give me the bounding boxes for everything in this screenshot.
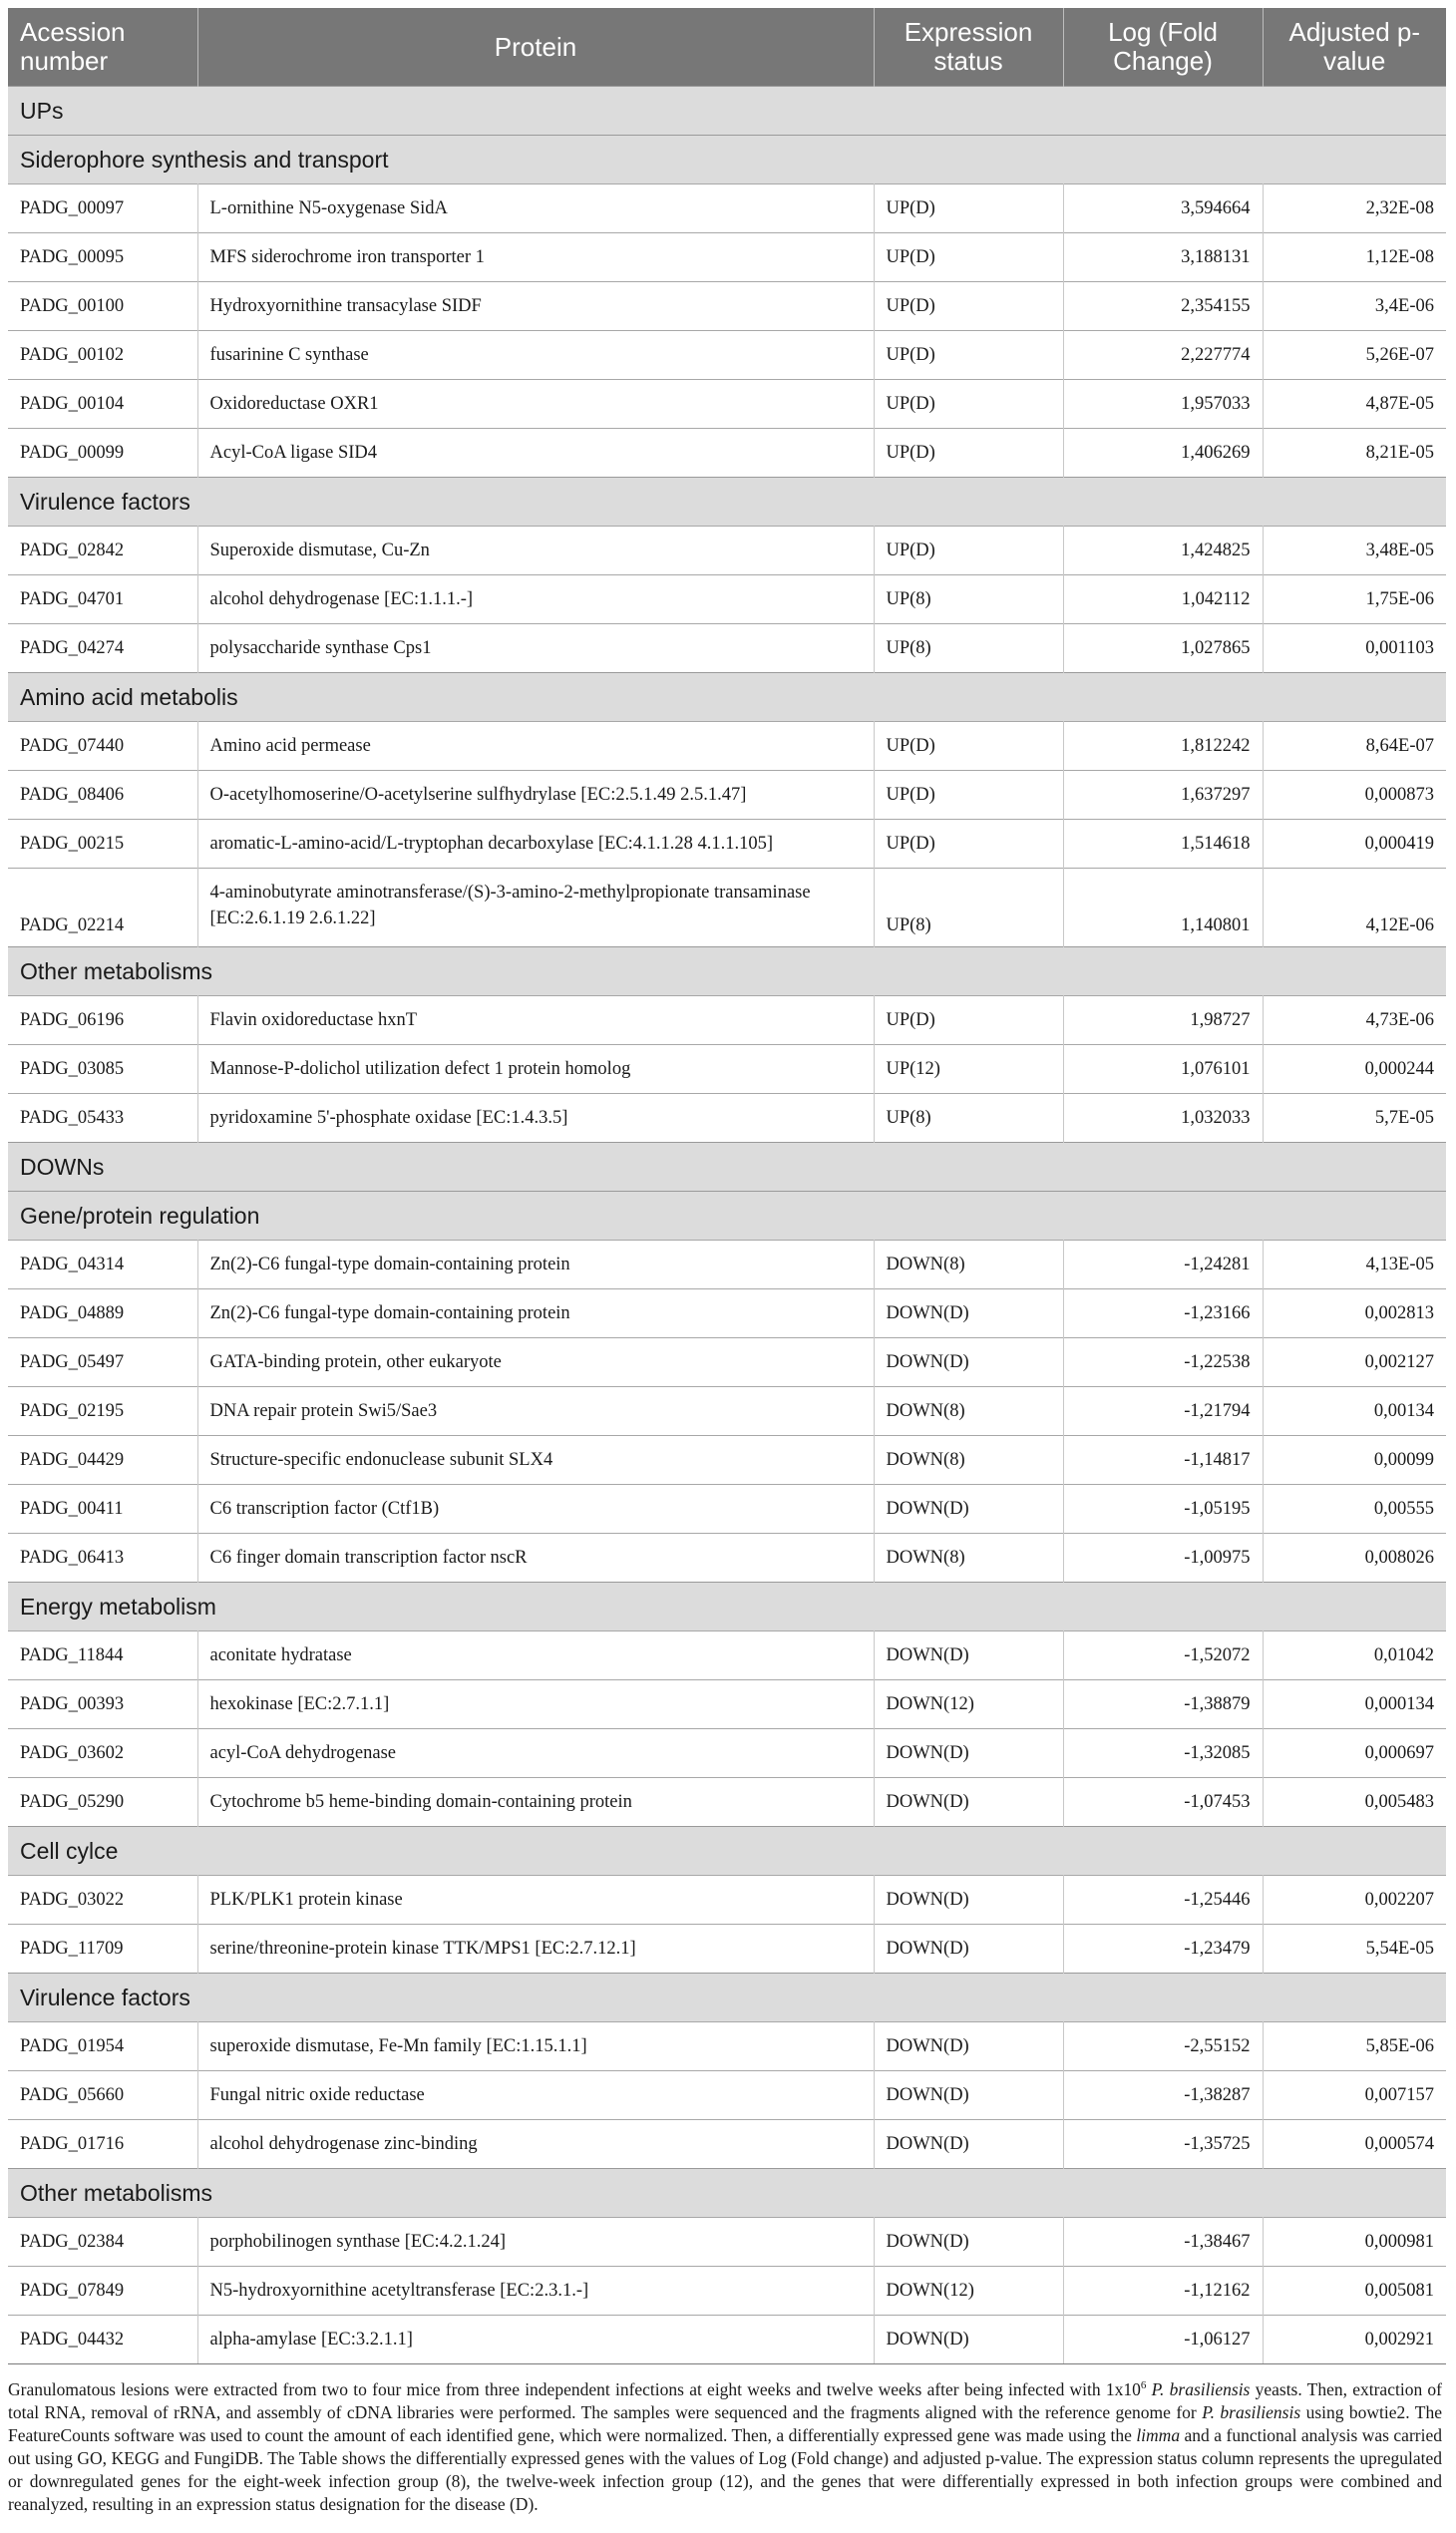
- status-cell: UP(8): [874, 624, 1063, 673]
- accession-cell: PADG_04429: [8, 1436, 197, 1485]
- accession-cell: PADG_04432: [8, 2316, 197, 2364]
- p-value-cell: 5,54E-05: [1263, 1925, 1446, 1974]
- category-label: Gene/protein regulation: [8, 1192, 1446, 1241]
- table-row: [8, 1631, 1446, 1680]
- protein-cell: O-acetylhomoserine/O-acetylserine sulfhydrylase [EC:2.5.1.49 2.5.1.47]: [197, 771, 874, 820]
- p-value-cell: 8,21E-05: [1263, 429, 1446, 478]
- gene-table: [8, 8, 1446, 2364]
- category-row: [8, 673, 1446, 722]
- accession-cell: PADG_00099: [8, 429, 197, 478]
- log-fold-change-cell: -1,38287: [1063, 2071, 1263, 2120]
- status-cell: DOWN(8): [874, 1534, 1063, 1583]
- p-value-cell: 1,12E-08: [1263, 233, 1446, 282]
- p-value-cell: 0,000419: [1263, 820, 1446, 869]
- status-cell: UP(D): [874, 996, 1063, 1045]
- status-cell: UP(D): [874, 282, 1063, 331]
- log-fold-change-cell: -1,32085: [1063, 1729, 1263, 1778]
- header-accession: Acession number: [8, 8, 197, 87]
- log-fold-change-cell: 2,354155: [1063, 282, 1263, 331]
- p-value-cell: 0,002813: [1263, 1289, 1446, 1338]
- log-fold-change-cell: -1,23166: [1063, 1289, 1263, 1338]
- table-row: [8, 575, 1446, 624]
- log-fold-change-cell: -1,38879: [1063, 1680, 1263, 1729]
- p-value-cell: 5,26E-07: [1263, 331, 1446, 380]
- status-cell: UP(8): [874, 869, 1063, 947]
- p-value-cell: 0,005483: [1263, 1778, 1446, 1827]
- status-cell: DOWN(D): [874, 2022, 1063, 2071]
- p-value-cell: 4,73E-06: [1263, 996, 1446, 1045]
- p-value-cell: 0,00555: [1263, 1485, 1446, 1534]
- log-fold-change-cell: 1,076101: [1063, 1045, 1263, 1094]
- log-fold-change-cell: 1,140801: [1063, 869, 1263, 947]
- protein-cell: superoxide dismutase, Fe-Mn family [EC:1.15.1.1]: [197, 2022, 874, 2071]
- header-adjusted-p-value: Adjusted p-value: [1263, 8, 1446, 87]
- category-row: [8, 947, 1446, 996]
- p-value-cell: 0,01042: [1263, 1631, 1446, 1680]
- section-row: [8, 87, 1446, 136]
- protein-cell: aconitate hydratase: [197, 1631, 874, 1680]
- protein-cell: Amino acid permease: [197, 722, 874, 771]
- protein-cell: Cytochrome b5 heme-binding domain-containing protein: [197, 1778, 874, 1827]
- table-row: [8, 184, 1446, 233]
- protein-cell: Flavin oxidoreductase hxnT: [197, 996, 874, 1045]
- p-value-cell: 0,00134: [1263, 1387, 1446, 1436]
- log-fold-change-cell: 1,957033: [1063, 380, 1263, 429]
- accession-cell: PADG_04889: [8, 1289, 197, 1338]
- p-value-cell: 0,005081: [1263, 2267, 1446, 2316]
- category-row: [8, 478, 1446, 527]
- table-row: [8, 1485, 1446, 1534]
- log-fold-change-cell: -1,35725: [1063, 2120, 1263, 2169]
- status-cell: DOWN(D): [874, 2316, 1063, 2364]
- accession-cell: PADG_04701: [8, 575, 197, 624]
- protein-cell: porphobilinogen synthase [EC:4.2.1.24]: [197, 2218, 874, 2267]
- table-row: [8, 771, 1446, 820]
- log-fold-change-cell: -1,14817: [1063, 1436, 1263, 1485]
- accession-cell: PADG_00215: [8, 820, 197, 869]
- accession-cell: PADG_03085: [8, 1045, 197, 1094]
- p-value-cell: 8,64E-07: [1263, 722, 1446, 771]
- protein-cell: hexokinase [EC:2.7.1.1]: [197, 1680, 874, 1729]
- p-value-cell: 5,7E-05: [1263, 1094, 1446, 1143]
- accession-cell: PADG_01954: [8, 2022, 197, 2071]
- accession-cell: PADG_08406: [8, 771, 197, 820]
- header-status: Expression status: [874, 8, 1063, 87]
- status-cell: DOWN(8): [874, 1241, 1063, 1289]
- status-cell: DOWN(D): [874, 1631, 1063, 1680]
- protein-cell: alpha-amylase [EC:3.2.1.1]: [197, 2316, 874, 2364]
- status-cell: UP(8): [874, 575, 1063, 624]
- log-fold-change-cell: -1,52072: [1063, 1631, 1263, 1680]
- accession-cell: PADG_05660: [8, 2071, 197, 2120]
- status-cell: UP(8): [874, 1094, 1063, 1143]
- protein-cell: L-ornithine N5-oxygenase SidA: [197, 184, 874, 233]
- p-value-cell: 0,000697: [1263, 1729, 1446, 1778]
- p-value-cell: 0,000244: [1263, 1045, 1446, 1094]
- accession-cell: PADG_03602: [8, 1729, 197, 1778]
- footnote-text: yeasts. Then, extraction of total RNA, removal of rRNA, and assembly of cDNA libraries were performed. The samples were sequenced and the fragments aligned with the reference genome for: [8, 2378, 1442, 2422]
- protein-cell: GATA-binding protein, other eukaryote: [197, 1338, 874, 1387]
- p-value-cell: 3,4E-06: [1263, 282, 1446, 331]
- table-row: [8, 380, 1446, 429]
- table-row: [8, 1241, 1446, 1289]
- p-value-cell: 1,75E-06: [1263, 575, 1446, 624]
- protein-cell: PLK/PLK1 protein kinase: [197, 1876, 874, 1925]
- section-row: [8, 1143, 1446, 1192]
- log-fold-change-cell: -1,07453: [1063, 1778, 1263, 1827]
- protein-cell: Zn(2)-C6 fungal-type domain-containing protein: [197, 1289, 874, 1338]
- protein-cell: polysaccharide synthase Cps1: [197, 624, 874, 673]
- status-cell: UP(D): [874, 820, 1063, 869]
- footnote-text: and a functional analysis was carried out using GO, KEGG and FungiDB. The Table shows the differentially expressed genes with the values of Log (Fold change) and adjusted p-value. The expression status column represents the upregulated or downregulated genes for the eight-week infection group (8), the twelve-week infection group (12), and the genes that were differentially expressed in both infection groups were combined and reanalyzed, resulting in an expression status designation for the disease (D).: [8, 2424, 1442, 2514]
- category-row: [8, 1583, 1446, 1631]
- table-row: [8, 624, 1446, 673]
- log-fold-change-cell: -1,38467: [1063, 2218, 1263, 2267]
- table-row: [8, 722, 1446, 771]
- accession-cell: PADG_11844: [8, 1631, 197, 1680]
- section-label: UPs: [8, 87, 1446, 136]
- status-cell: DOWN(12): [874, 2267, 1063, 2316]
- table-row: [8, 233, 1446, 282]
- status-cell: DOWN(D): [874, 2071, 1063, 2120]
- p-value-cell: 5,85E-06: [1263, 2022, 1446, 2071]
- status-cell: UP(D): [874, 527, 1063, 575]
- log-fold-change-cell: 1,514618: [1063, 820, 1263, 869]
- protein-cell: Superoxide dismutase, Cu-Zn: [197, 527, 874, 575]
- log-fold-change-cell: 1,424825: [1063, 527, 1263, 575]
- table-row: [8, 1534, 1446, 1583]
- category-label: Cell cylce: [8, 1827, 1446, 1876]
- log-fold-change-cell: 1,032033: [1063, 1094, 1263, 1143]
- table-row: [8, 2022, 1446, 2071]
- table-row: [8, 2218, 1446, 2267]
- protein-cell: serine/threonine-protein kinase TTK/MPS1 [EC:2.7.12.1]: [197, 1925, 874, 1974]
- category-label: Energy metabolism: [8, 1583, 1446, 1631]
- table-row: [8, 282, 1446, 331]
- protein-cell: N5-hydroxyornithine acetyltransferase [EC:2.3.1.-]: [197, 2267, 874, 2316]
- p-value-cell: 0,000981: [1263, 2218, 1446, 2267]
- status-cell: DOWN(12): [874, 1680, 1063, 1729]
- table-row: [8, 429, 1446, 478]
- protein-cell: acyl-CoA dehydrogenase: [197, 1729, 874, 1778]
- p-value-cell: 0,000574: [1263, 2120, 1446, 2169]
- log-fold-change-cell: -1,25446: [1063, 1876, 1263, 1925]
- accession-cell: PADG_05433: [8, 1094, 197, 1143]
- category-row: [8, 136, 1446, 184]
- table-row: [8, 869, 1446, 947]
- accession-cell: PADG_02214: [8, 869, 197, 947]
- protein-cell: Fungal nitric oxide reductase: [197, 2071, 874, 2120]
- table-row: [8, 1729, 1446, 1778]
- log-fold-change-cell: -2,55152: [1063, 2022, 1263, 2071]
- table-row: [8, 2071, 1446, 2120]
- accession-cell: PADG_05290: [8, 1778, 197, 1827]
- status-cell: UP(D): [874, 429, 1063, 478]
- log-fold-change-cell: -1,22538: [1063, 1338, 1263, 1387]
- log-fold-change-cell: -1,06127: [1063, 2316, 1263, 2364]
- accession-cell: PADG_00411: [8, 1485, 197, 1534]
- log-fold-change-cell: 1,027865: [1063, 624, 1263, 673]
- table-row: [8, 820, 1446, 869]
- table-row: [8, 1876, 1446, 1925]
- status-cell: UP(D): [874, 771, 1063, 820]
- log-fold-change-cell: 1,98727: [1063, 996, 1263, 1045]
- p-value-cell: 2,32E-08: [1263, 184, 1446, 233]
- document: [8, 8, 1446, 2533]
- category-row: [8, 1192, 1446, 1241]
- status-cell: DOWN(D): [874, 2120, 1063, 2169]
- table-row: [8, 2267, 1446, 2316]
- p-value-cell: 0,002207: [1263, 1876, 1446, 1925]
- protein-cell: fusarinine C synthase: [197, 331, 874, 380]
- table-row: [8, 1925, 1446, 1974]
- accession-cell: PADG_07440: [8, 722, 197, 771]
- table-row: [8, 1289, 1446, 1338]
- category-label: Virulence factors: [8, 478, 1446, 527]
- status-cell: UP(12): [874, 1045, 1063, 1094]
- status-cell: DOWN(D): [874, 1925, 1063, 1974]
- status-cell: UP(D): [874, 380, 1063, 429]
- log-fold-change-cell: 1,042112: [1063, 575, 1263, 624]
- log-fold-change-cell: 3,188131: [1063, 233, 1263, 282]
- protein-cell: MFS siderochrome iron transporter 1: [197, 233, 874, 282]
- p-value-cell: 4,13E-05: [1263, 1241, 1446, 1289]
- footnote-text: Granulomatous lesions were extracted from two to four mice from three independent infections at eight weeks and twelve weeks after being infected with 1x10: [8, 2378, 1141, 2399]
- table-row: [8, 331, 1446, 380]
- log-fold-change-cell: -1,24281: [1063, 1241, 1263, 1289]
- accession-cell: PADG_11709: [8, 1925, 197, 1974]
- status-cell: DOWN(D): [874, 1778, 1063, 1827]
- status-cell: UP(D): [874, 722, 1063, 771]
- status-cell: DOWN(D): [874, 1485, 1063, 1534]
- footnote-software: limma: [1136, 2424, 1181, 2445]
- status-cell: DOWN(8): [874, 1436, 1063, 1485]
- accession-cell: PADG_04274: [8, 624, 197, 673]
- p-value-cell: 0,008026: [1263, 1534, 1446, 1583]
- accession-cell: PADG_02842: [8, 527, 197, 575]
- category-label: Other metabolisms: [8, 2169, 1446, 2218]
- accession-cell: PADG_00097: [8, 184, 197, 233]
- log-fold-change-cell: 3,594664: [1063, 184, 1263, 233]
- header-protein: Protein: [197, 8, 874, 87]
- footnote-species: P. brasiliensis: [1202, 2401, 1301, 2422]
- protein-cell: aromatic-L-amino-acid/L-tryptophan decarboxylase [EC:4.1.1.28 4.1.1.105]: [197, 820, 874, 869]
- accession-cell: PADG_00100: [8, 282, 197, 331]
- table-body: [8, 87, 1446, 2364]
- p-value-cell: 0,000134: [1263, 1680, 1446, 1729]
- table-row: [8, 527, 1446, 575]
- accession-cell: PADG_04314: [8, 1241, 197, 1289]
- category-row: [8, 1827, 1446, 1876]
- accession-cell: PADG_07849: [8, 2267, 197, 2316]
- log-fold-change-cell: -1,05195: [1063, 1485, 1263, 1534]
- protein-cell: 4-aminobutyrate aminotransferase/(S)-3-amino-2-methylpropionate transaminase [EC:2.6.1.19 2.6.1.22]: [197, 869, 874, 947]
- log-fold-change-cell: -1,12162: [1063, 2267, 1263, 2316]
- log-fold-change-cell: 1,406269: [1063, 429, 1263, 478]
- log-fold-change-cell: -1,21794: [1063, 1387, 1263, 1436]
- accession-cell: PADG_02195: [8, 1387, 197, 1436]
- log-fold-change-cell: -1,00975: [1063, 1534, 1263, 1583]
- header-log-fold-change: Log (Fold Change): [1063, 8, 1263, 87]
- footnote-species: P. brasiliensis: [1151, 2378, 1251, 2399]
- protein-cell: Oxidoreductase OXR1: [197, 380, 874, 429]
- p-value-cell: 0,001103: [1263, 624, 1446, 673]
- accession-cell: PADG_00102: [8, 331, 197, 380]
- protein-cell: alcohol dehydrogenase [EC:1.1.1.-]: [197, 575, 874, 624]
- accession-cell: PADG_03022: [8, 1876, 197, 1925]
- protein-cell: Structure-specific endonuclease subunit SLX4: [197, 1436, 874, 1485]
- status-cell: UP(D): [874, 184, 1063, 233]
- category-label: Siderophore synthesis and transport: [8, 136, 1446, 184]
- table-row: [8, 1436, 1446, 1485]
- p-value-cell: 0,002127: [1263, 1338, 1446, 1387]
- p-value-cell: 4,87E-05: [1263, 380, 1446, 429]
- table-footnote: [8, 2374, 1446, 2516]
- table-row: [8, 1338, 1446, 1387]
- category-label: Other metabolisms: [8, 947, 1446, 996]
- table-row: [8, 1045, 1446, 1094]
- log-fold-change-cell: 2,227774: [1063, 331, 1263, 380]
- status-cell: DOWN(8): [874, 1387, 1063, 1436]
- protein-cell: C6 transcription factor (Ctf1B): [197, 1485, 874, 1534]
- protein-cell: alcohol dehydrogenase zinc-binding: [197, 2120, 874, 2169]
- accession-cell: PADG_06196: [8, 996, 197, 1045]
- table-row: [8, 1778, 1446, 1827]
- table-row: [8, 1094, 1446, 1143]
- accession-cell: PADG_02384: [8, 2218, 197, 2267]
- table-row: [8, 2316, 1446, 2364]
- category-row: [8, 2169, 1446, 2218]
- accession-cell: PADG_01716: [8, 2120, 197, 2169]
- accession-cell: PADG_00393: [8, 1680, 197, 1729]
- protein-cell: C6 finger domain transcription factor nscR: [197, 1534, 874, 1583]
- p-value-cell: 0,00099: [1263, 1436, 1446, 1485]
- p-value-cell: 0,007157: [1263, 2071, 1446, 2120]
- protein-cell: Hydroxyornithine transacylase SIDF: [197, 282, 874, 331]
- category-row: [8, 1974, 1446, 2022]
- protein-cell: Acyl-CoA ligase SID4: [197, 429, 874, 478]
- accession-cell: PADG_00104: [8, 380, 197, 429]
- accession-cell: PADG_06413: [8, 1534, 197, 1583]
- log-fold-change-cell: 1,812242: [1063, 722, 1263, 771]
- table-header: [8, 8, 1446, 87]
- status-cell: DOWN(D): [874, 2218, 1063, 2267]
- p-value-cell: 3,48E-05: [1263, 527, 1446, 575]
- log-fold-change-cell: -1,23479: [1063, 1925, 1263, 1974]
- protein-cell: pyridoxamine 5'-phosphate oxidase [EC:1.4.3.5]: [197, 1094, 874, 1143]
- status-cell: DOWN(D): [874, 1289, 1063, 1338]
- section-label: DOWNs: [8, 1143, 1446, 1192]
- status-cell: DOWN(D): [874, 1729, 1063, 1778]
- footnote-superscript: 6: [1140, 2379, 1147, 2391]
- accession-cell: PADG_00095: [8, 233, 197, 282]
- table-row: [8, 1680, 1446, 1729]
- p-value-cell: 4,12E-06: [1263, 869, 1446, 947]
- protein-cell: Mannose-P-dolichol utilization defect 1 protein homolog: [197, 1045, 874, 1094]
- protein-cell: DNA repair protein Swi5/Sae3: [197, 1387, 874, 1436]
- category-label: Virulence factors: [8, 1974, 1446, 2022]
- p-value-cell: 0,002921: [1263, 2316, 1446, 2364]
- table-row: [8, 996, 1446, 1045]
- status-cell: DOWN(D): [874, 1876, 1063, 1925]
- footnote-text: using bowtie2. The FeatureCounts software was used to count the amount of each identified gene, which were normalized. Then, a differentially expressed gene was made using the: [8, 2401, 1443, 2445]
- protein-cell: Zn(2)-C6 fungal-type domain-containing protein: [197, 1241, 874, 1289]
- accession-cell: PADG_05497: [8, 1338, 197, 1387]
- status-cell: DOWN(D): [874, 1338, 1063, 1387]
- table-row: [8, 1387, 1446, 1436]
- log-fold-change-cell: 1,637297: [1063, 771, 1263, 820]
- table-row: [8, 2120, 1446, 2169]
- status-cell: UP(D): [874, 331, 1063, 380]
- status-cell: UP(D): [874, 233, 1063, 282]
- category-label: Amino acid metabolis: [8, 673, 1446, 722]
- p-value-cell: 0,000873: [1263, 771, 1446, 820]
